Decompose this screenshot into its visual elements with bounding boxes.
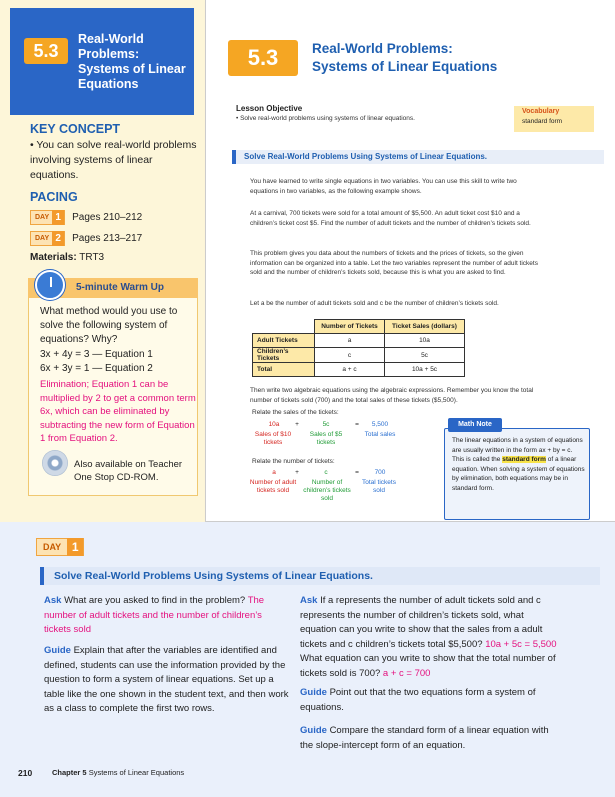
relate-number-term-3: 700 bbox=[374, 469, 386, 476]
student-paragraph-3: This problem gives you data about the numbers of tickets and the prices of tickets, so the given information can be organized into a table. Let the two variables represent the number of adult tickets sold and the number of children’s tickets sold, because this is what you are asked to find. bbox=[250, 250, 538, 276]
tickets-table bbox=[252, 319, 465, 377]
teacher-right-guide-2 bbox=[300, 724, 560, 753]
pacing-day-2 bbox=[30, 231, 142, 246]
table-header: Number of Tickets bbox=[315, 320, 385, 334]
table-cell: c bbox=[315, 348, 385, 363]
relate-sales-label: Relate the sales of the tickets: bbox=[252, 409, 339, 416]
warm-up-question: What method would you use to solve the following system of equations? Why? bbox=[40, 306, 178, 345]
key-concept-text: • You can solve real-world problems involving systems of linear equations. bbox=[30, 139, 197, 181]
warm-up-equation-1: 3x + 4y = 3 — Equation 1 bbox=[40, 349, 153, 360]
day-badge-label: DAY bbox=[35, 214, 50, 221]
relate-number-term-2: c bbox=[324, 469, 328, 476]
day-pages: Pages 210–212 bbox=[72, 212, 143, 223]
table-cell: a bbox=[315, 334, 385, 348]
day-number: 1 bbox=[67, 538, 83, 556]
ask-answer-1: 10a + 5c = 5,500 bbox=[485, 638, 557, 650]
lesson-number-badge: 5.3 bbox=[24, 38, 68, 64]
table-row bbox=[253, 334, 465, 348]
relate-number-op-2: = bbox=[355, 469, 359, 476]
table-cell: Total bbox=[253, 363, 315, 377]
vocabulary-box bbox=[514, 106, 594, 132]
ask-label: Ask bbox=[44, 595, 62, 606]
student-title-line-1: Real-World Problems: bbox=[312, 41, 453, 56]
table-cell: 10a bbox=[385, 334, 465, 348]
objective-text: • Solve real-world problems using systems of linear equations. bbox=[236, 115, 415, 122]
warm-up-heading: 5-minute Warm Up bbox=[76, 282, 164, 293]
page-number: 210 bbox=[18, 768, 33, 778]
relate-sales-term-2: 5c bbox=[322, 421, 330, 428]
guide-text: Explain that after the variables are identified and defined, students can use the information provided by the question to form a system of linear equations. Set up a table like the one shown in the student text, and then work as a class to complete the first two rows. bbox=[44, 645, 289, 714]
guide-text: Point out that the two equations form a system of equations. bbox=[300, 687, 536, 713]
day-badge bbox=[30, 231, 65, 246]
relate-number-desc-1: Number of adult tickets sold bbox=[249, 479, 297, 494]
relate-number-desc-3: Total tickets sold bbox=[362, 479, 396, 494]
teacher-section-bar bbox=[40, 567, 600, 585]
student-section-title: Solve Real-World Problems Using Systems of Linear Equations. bbox=[244, 152, 488, 161]
pacing-heading: PACING bbox=[30, 190, 78, 204]
relate-sales-op-1: + bbox=[295, 421, 299, 428]
key-concept-heading: KEY CONCEPT bbox=[30, 122, 121, 136]
lesson-banner bbox=[10, 8, 194, 115]
materials bbox=[30, 252, 104, 263]
guide-label: Guide bbox=[300, 725, 327, 736]
cd-rom-icon bbox=[42, 450, 68, 476]
student-lesson-title bbox=[312, 40, 592, 76]
student-paragraph-2: At a carnival, 700 tickets were sold for a total amount of $5,500. An adult ticket cost $10 and a children’s ticket cost $5. Find the number of adult tickets and the number of children’s tickets sold. bbox=[250, 210, 531, 227]
student-paragraph-1: You have learned to write single equations in two variables. You can use this skill to write two equations in two variables, as the following example shows. bbox=[250, 178, 517, 195]
ask-answer-2: a + c = 700 bbox=[382, 667, 431, 679]
teacher-right-guide-1 bbox=[300, 686, 560, 715]
day-1-badge bbox=[36, 538, 84, 556]
guide-text: Compare the standard form of a linear equation with the slope-intercept form of an equation. bbox=[300, 725, 549, 751]
student-paragraph-5: Then write two algebraic equations using the algebraic expressions. Remember you know the total number of tickets sold (700) and the total sales of these tickets ($5,500). bbox=[250, 387, 534, 404]
teacher-right-ask bbox=[300, 594, 560, 681]
table-cell: Adult Tickets bbox=[253, 334, 315, 348]
relate-sales-term-1: 10a bbox=[268, 421, 280, 428]
cd-rom-note: Also available on Teacher One Stop CD-ROM. bbox=[74, 459, 183, 483]
math-note-text bbox=[452, 436, 586, 493]
guide-label: Guide bbox=[44, 645, 71, 656]
day-label: DAY bbox=[43, 542, 62, 552]
stopwatch-icon bbox=[35, 270, 65, 300]
relate-number-desc-2: Number of children’s tickets sold bbox=[303, 479, 351, 502]
day-badge bbox=[30, 210, 65, 225]
relate-sales-desc-2: Sales of $5 tickets bbox=[309, 431, 343, 446]
table-header: Ticket Sales (dollars) bbox=[385, 320, 465, 334]
chapter-footer bbox=[52, 768, 184, 777]
table-row bbox=[253, 363, 465, 377]
pacing-day-1 bbox=[30, 210, 142, 225]
materials-label: Materials: bbox=[30, 252, 77, 263]
student-lesson-number: 5.3 bbox=[228, 40, 298, 76]
table-cell: 5c bbox=[385, 348, 465, 363]
ask-text: What are you asked to find in the problem? bbox=[64, 595, 246, 606]
teacher-section-title: Solve Real-World Problems Using Systems of Linear Equations. bbox=[54, 570, 373, 582]
relate-number-label: Relate the number of tickets: bbox=[252, 458, 335, 465]
teacher-left-ask bbox=[44, 594, 290, 638]
ask-text: If a represents the number of adult tickets sold and c represents the number of children’s tickets sold, what equation can you write to show that the sales from a adult tickets and c children’s tickets total $5,500? bbox=[300, 595, 543, 650]
teacher-left-guide bbox=[44, 644, 290, 717]
math-note-highlight: standard form bbox=[502, 456, 546, 463]
vocabulary-term: standard form bbox=[522, 118, 563, 125]
student-section-bar bbox=[232, 150, 604, 164]
relate-number-op-1: + bbox=[295, 469, 299, 476]
lesson-title: Real-World Problems: Systems of Linear Equations bbox=[78, 32, 186, 91]
day-badge-number: 1 bbox=[52, 210, 64, 225]
warm-up-equation-2: 6x + 3y = 1 — Equation 2 bbox=[40, 363, 153, 374]
chapter-title: Systems of Linear Equations bbox=[88, 768, 185, 777]
chapter-label: Chapter 5 bbox=[52, 768, 87, 777]
materials-value: TRT3 bbox=[79, 252, 105, 263]
math-note-heading: Math Note bbox=[448, 418, 502, 432]
ask-answer: The number of adult tickets and the number of children’s tickets sold bbox=[44, 595, 265, 635]
warm-up-answer: Elimination; Equation 1 can be multiplied by 2 to get a common term 6x, which can be eliminated by subtracting the new form of Equation 1 from Equation 2. bbox=[40, 379, 196, 444]
day-pages: Pages 213–217 bbox=[72, 233, 143, 244]
math-note-text-before: The linear equations in a system of equations are usually written in the form ax + by = c. This is called the bbox=[452, 437, 583, 463]
guide-label: Guide bbox=[300, 687, 327, 698]
math-note-text-after: of a linear equation. When solving a system of equations by elimination, both equations may be in standard form. bbox=[452, 456, 585, 492]
table-header-row bbox=[253, 320, 465, 334]
objective-heading: Lesson Objective bbox=[236, 104, 303, 113]
relate-number-term-1: a bbox=[272, 469, 276, 476]
vocabulary-heading: Vocabulary bbox=[522, 108, 560, 115]
day-badge-number: 2 bbox=[52, 231, 64, 246]
table-row bbox=[253, 348, 465, 363]
relate-sales-op-2: = bbox=[355, 421, 359, 428]
table-cell: a + c bbox=[315, 363, 385, 377]
relate-sales-desc-3: Total sales bbox=[364, 431, 396, 438]
table-cell: 10a + 5c bbox=[385, 363, 465, 377]
table-cell: Children’s Tickets bbox=[253, 348, 315, 363]
relate-sales-term-3: 5,500 bbox=[371, 421, 389, 428]
relate-sales-desc-1: Sales of $10 tickets bbox=[254, 431, 292, 446]
ask-text-2: What equation can you write to show that the total number of tickets sold is 700? bbox=[300, 653, 556, 679]
student-paragraph-4: Let a be the number of adult tickets sold and c be the number of children’s tickets sold. bbox=[250, 300, 499, 307]
student-title-line-2: Systems of Linear Equations bbox=[312, 59, 498, 74]
key-concept-bullet: You can solve real-world problems involving systems of linear equations. bbox=[30, 139, 197, 181]
ask-label: Ask bbox=[300, 595, 318, 606]
day-badge-label: DAY bbox=[35, 235, 50, 242]
table-corner bbox=[253, 320, 315, 334]
